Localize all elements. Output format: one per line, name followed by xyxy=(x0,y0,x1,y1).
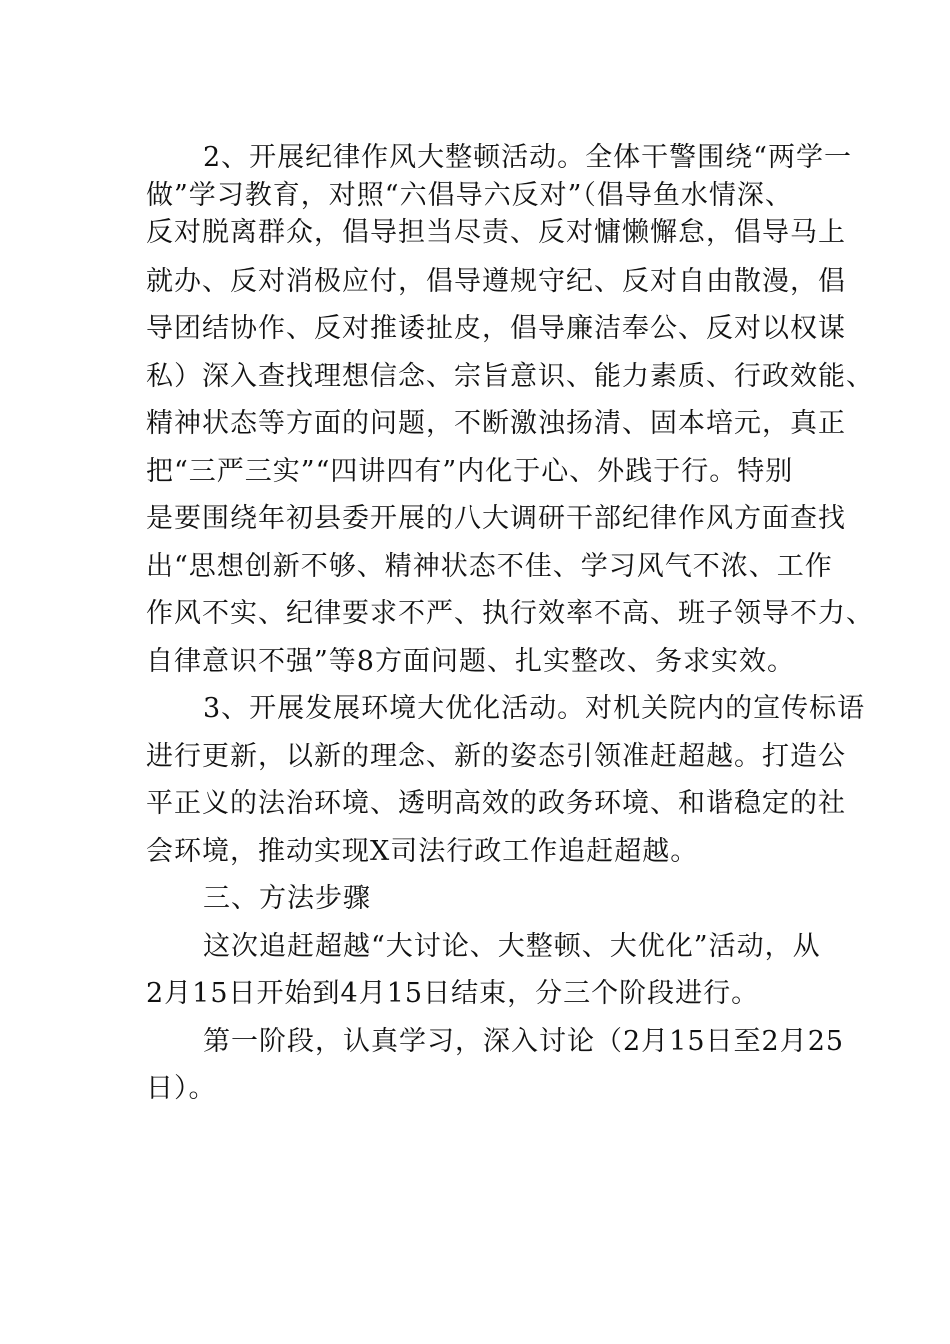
paragraph-2-line-2: 做”学习教育，对照“六倡导六反对”（倡导鱼水情深、 xyxy=(146,180,793,211)
paragraph-2-line-10: 出“思想创新不够、精神状态不佳、学习风气不浓、工作 xyxy=(146,551,833,582)
section-heading-methods: 三、方法步骤 xyxy=(203,883,371,914)
paragraph-4-line-2: 2月15日开始到4月15日结束，分三个阶段进行。 xyxy=(146,978,760,1009)
paragraph-2-line-9: 是要围绕年初县委开展的八大调研干部纪律作风方面查找 xyxy=(146,503,846,534)
paragraph-3-line-1: 3、开展发展环境大优化活动。对机关院内的宣传标语 xyxy=(203,693,866,724)
paragraph-4-line-1: 这次追赶超越“大讨论、大整顿、大优化”活动，从 xyxy=(203,931,821,962)
paragraph-5-line-2: 日）。 xyxy=(146,1073,217,1104)
paragraph-2-line-12: 自律意识不强”等8方面问题、扎实整改、务求实效。 xyxy=(146,646,795,677)
paragraph-2-line-6: 私）深入查找理想信念、宗旨意识、能力素质、行政效能、 xyxy=(146,361,874,392)
paragraph-2-line-5: 导团结协作、反对推诿扯皮，倡导廉洁奉公、反对以权谋 xyxy=(146,313,846,344)
paragraph-3-line-2: 进行更新，以新的理念、新的姿态引领准赶超越。打造公 xyxy=(146,741,846,772)
paragraph-2-line-11: 作风不实、纪律要求不严、执行效率不高、班子领导不力、 xyxy=(146,598,874,629)
paragraph-3-line-4: 会环境，推动实现X司法行政工作追赶超越。 xyxy=(146,836,699,867)
paragraph-2-line-1: 2、开展纪律作风大整顿活动。全体干警围绕“两学一 xyxy=(203,142,852,173)
paragraph-3-line-3: 平正义的法治环境、透明高效的政务环境、和谐稳定的社 xyxy=(146,788,846,819)
paragraph-2-line-7: 精神状态等方面的问题，不断激浊扬清、固本培元，真正 xyxy=(146,408,846,439)
paragraph-2-line-8: 把“三严三实”“四讲四有”内化于心、外践于行。特别 xyxy=(146,456,794,487)
paragraph-5-line-1: 第一阶段，认真学习，深入讨论（2月15日至2月25 xyxy=(203,1026,845,1057)
paragraph-2-line-3: 反对脱离群众，倡导担当尽责、反对慵懒懈怠，倡导马上 xyxy=(146,217,846,248)
paragraph-2-line-4: 就办、反对消极应付，倡导遵规守纪、反对自由散漫，倡 xyxy=(146,266,846,297)
